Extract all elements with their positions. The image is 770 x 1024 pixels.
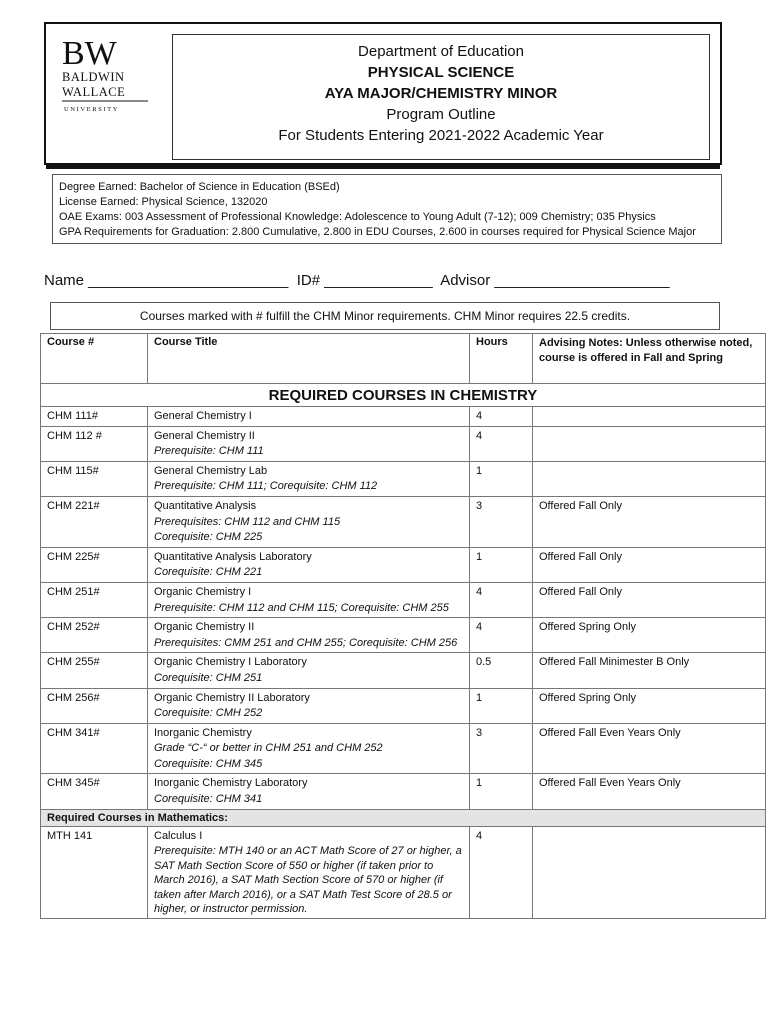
course-number: CHM 252# xyxy=(41,618,148,653)
course-notes: Offered Fall Minimester B Only xyxy=(533,653,766,688)
course-notes xyxy=(533,426,766,461)
svg-text:BW: BW xyxy=(62,35,117,72)
course-title: Organic Chemistry I xyxy=(154,585,252,598)
department-title: Department of Education xyxy=(358,43,524,60)
course-number: CHM 115# xyxy=(41,461,148,496)
course-number: CHM 345# xyxy=(41,774,148,809)
table-row xyxy=(41,461,766,496)
course-detail: Prerequisite: CHM 111 xyxy=(154,445,264,458)
table-row xyxy=(41,547,766,582)
course-notes: Offered Fall Only xyxy=(533,547,766,582)
course-number: CHM 111# xyxy=(41,407,148,427)
header-hours: Hours xyxy=(470,334,533,384)
course-table xyxy=(40,333,766,919)
course-title-cell xyxy=(148,582,470,617)
course-detail: Prerequisite: CHM 112 and CHM 115; Corequisite: CHM 255 xyxy=(154,601,449,614)
degree-info-box xyxy=(52,174,722,244)
course-title: General Chemistry Lab xyxy=(154,464,268,477)
course-title: Calculus I xyxy=(154,829,203,842)
table-row xyxy=(41,723,766,774)
header-notes: Advising Notes: Unless otherwise noted, course is offered in Fall and Spring xyxy=(533,334,766,384)
course-notes: Offered Fall Only xyxy=(533,582,766,617)
course-title: General Chemistry I xyxy=(154,410,252,422)
course-title-cell xyxy=(148,618,470,653)
course-hours: 1 xyxy=(470,461,533,496)
course-detail: Corequisite: CHM 251 xyxy=(154,671,263,684)
table-row xyxy=(41,496,766,547)
course-title: Quantitative Analysis Laboratory xyxy=(154,550,312,563)
header-title: Course Title xyxy=(148,334,470,384)
table-row xyxy=(41,653,766,688)
course-hours: 3 xyxy=(470,496,533,547)
gpa-requirements: GPA Requirements for Graduation: 2.800 Cumulative, 2.800 in EDU Courses, 2.600 in courses required for Physical Science Major xyxy=(59,226,696,238)
course-title-cell xyxy=(148,426,470,461)
svg-text:UNIVERSITY: UNIVERSITY xyxy=(64,106,119,113)
table-row xyxy=(41,582,766,617)
course-number: CHM 112 # xyxy=(41,426,148,461)
course-title-cell xyxy=(148,653,470,688)
course-notes xyxy=(533,407,766,427)
course-hours: 1 xyxy=(470,547,533,582)
table-row xyxy=(41,426,766,461)
minor-note: Courses marked with # fulfill the CHM Minor requirements. CHM Minor requires 22.5 credits. xyxy=(50,302,720,330)
course-detail: Prerequisite: CHM 111; Corequisite: CHM 112 xyxy=(154,480,378,493)
header-course: Course # xyxy=(41,334,148,384)
table-row xyxy=(41,407,766,427)
table-row xyxy=(41,826,766,918)
course-hours: 3 xyxy=(470,723,533,774)
course-title-cell xyxy=(148,407,470,427)
course-notes: Offered Fall Even Years Only xyxy=(533,774,766,809)
license-earned: License Earned: Physical Science, 132020 xyxy=(59,196,268,208)
course-notes: Offered Fall Even Years Only xyxy=(533,723,766,774)
course-title-cell xyxy=(148,774,470,809)
course-detail: Prerequisites: CHM 112 and CHM 115 xyxy=(154,515,341,528)
course-number: CHM 221# xyxy=(41,496,148,547)
course-title-cell xyxy=(148,496,470,547)
course-hours: 1 xyxy=(470,774,533,809)
course-title-cell xyxy=(148,547,470,582)
course-title: Organic Chemistry I Laboratory xyxy=(154,656,307,669)
course-title: Quantitative Analysis xyxy=(154,499,257,512)
course-number: CHM 256# xyxy=(41,688,148,723)
course-detail: Grade “C-“ or better in CHM 251 and CHM 252 xyxy=(154,742,383,755)
course-title: Inorganic Chemistry xyxy=(154,726,252,739)
student-info-line[interactable]: Name ________________________ ID# _____________ Advisor _____________________ xyxy=(44,272,670,289)
section-chemistry xyxy=(41,384,766,407)
outline-title: Program Outline xyxy=(386,106,496,123)
entering-year: For Students Entering 2021-2022 Academic Year xyxy=(278,127,604,144)
course-title: General Chemistry II xyxy=(154,429,255,442)
svg-text:BALDWIN: BALDWIN xyxy=(62,70,125,84)
course-title: Organic Chemistry II Laboratory xyxy=(154,691,310,704)
title-box xyxy=(172,34,710,160)
bw-logo xyxy=(60,34,156,118)
course-number: MTH 141 xyxy=(41,826,148,918)
course-title-cell xyxy=(148,826,470,918)
oae-exams: OAE Exams: 003 Assessment of Professional Knowledge: Adolescence to Young Adult (7-12); 009 Chemistry; 035 Physics xyxy=(59,211,656,223)
course-hours: 1 xyxy=(470,688,533,723)
course-hours: 4 xyxy=(470,407,533,427)
course-number: CHM 225# xyxy=(41,547,148,582)
course-number: CHM 341# xyxy=(41,723,148,774)
course-title: Organic Chemistry II xyxy=(154,621,255,634)
major-title: AYA MAJOR/CHEMISTRY MINOR xyxy=(324,85,558,102)
course-hours: 4 xyxy=(470,582,533,617)
course-hours: 4 xyxy=(470,826,533,918)
course-detail: Corequisite: CHM 345 xyxy=(154,757,263,770)
header-box xyxy=(44,22,722,165)
course-detail: Corequisite: CHM 341 xyxy=(154,793,263,806)
course-hours: 0.5 xyxy=(470,653,533,688)
course-notes: Offered Fall Only xyxy=(533,496,766,547)
course-title-cell xyxy=(148,723,470,774)
table-row xyxy=(41,618,766,653)
course-hours: 4 xyxy=(470,426,533,461)
course-title: Inorganic Chemistry Laboratory xyxy=(154,777,308,790)
course-hours: 4 xyxy=(470,618,533,653)
table-row xyxy=(41,688,766,723)
course-number: CHM 251# xyxy=(41,582,148,617)
course-detail: Corequisite: CHM 225 xyxy=(154,531,263,544)
section-mathematics xyxy=(41,809,766,826)
course-detail: Prerequisite: MTH 140 or an ACT Math Score of 27 or higher, a SAT Math Section Score of 550 or higher (if taken prior to March 2016), a SAT Math Section Score of 570 or higher (if taken after March 2016), or a SAT Math Test Score of 28.5 or higher, or instructor permission. xyxy=(154,845,462,916)
course-detail: Corequisite: CMH 252 xyxy=(154,707,263,720)
section-chemistry-title: REQUIRED COURSES IN CHEMISTRY xyxy=(41,384,766,407)
course-number: CHM 255# xyxy=(41,653,148,688)
course-notes xyxy=(533,826,766,918)
course-notes: Offered Spring Only xyxy=(533,688,766,723)
course-detail: Corequisite: CHM 221 xyxy=(154,566,263,579)
svg-text:WALLACE: WALLACE xyxy=(62,85,126,99)
course-detail: Prerequisites: CMM 251 and CHM 255; Corequisite: CHM 256 xyxy=(154,636,458,649)
program-title: PHYSICAL SCIENCE xyxy=(367,64,515,81)
course-notes xyxy=(533,461,766,496)
table-row xyxy=(41,774,766,809)
section-mathematics-title: Required Courses in Mathematics: xyxy=(41,809,766,826)
degree-earned: Degree Earned: Bachelor of Science in Education (BSEd) xyxy=(59,181,340,193)
table-header-row xyxy=(41,334,766,384)
bw-logo-icon xyxy=(60,34,156,118)
course-title-cell xyxy=(148,461,470,496)
course-notes: Offered Spring Only xyxy=(533,618,766,653)
course-title-cell xyxy=(148,688,470,723)
